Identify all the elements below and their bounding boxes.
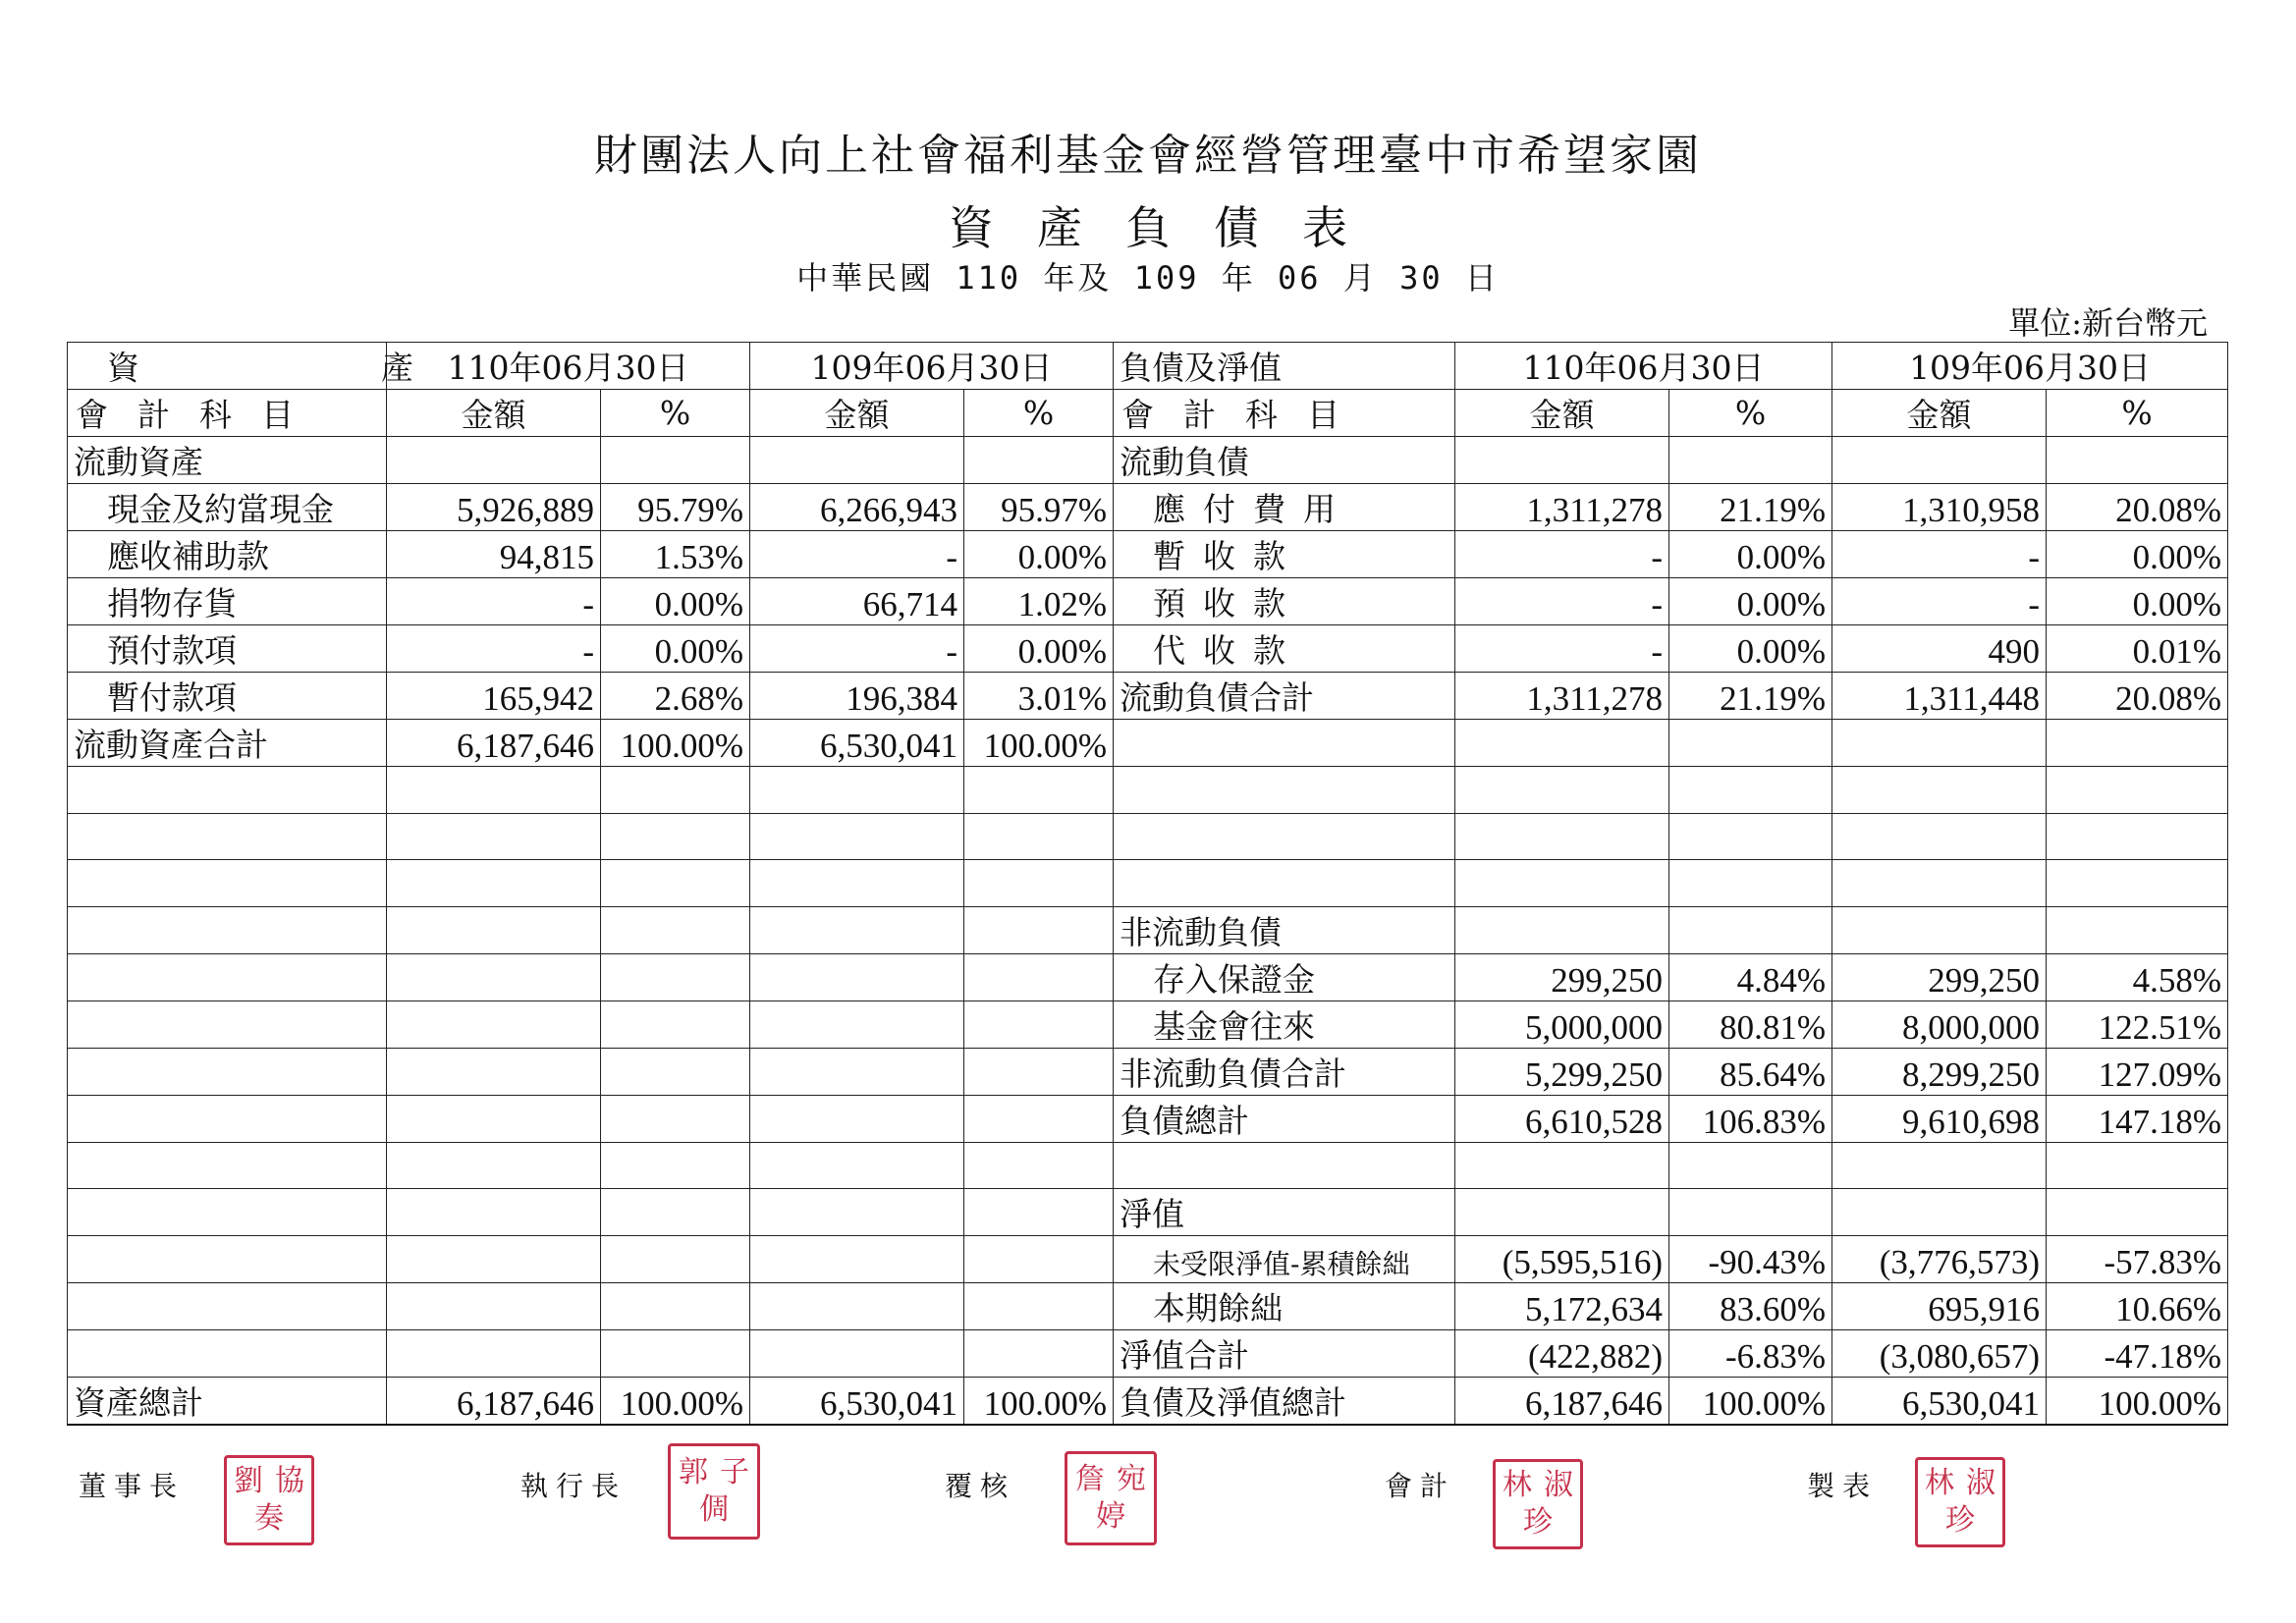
asset-account-cell: 現金及約當現金	[68, 484, 387, 531]
asset-prior-pct-cell	[964, 767, 1114, 814]
liab-prior-amount-cell: 9,610,698	[1832, 1095, 2047, 1142]
asset-prior-amount-cell: 66,714	[750, 578, 964, 625]
liab-current-amount-cell: 5,299,250	[1455, 1048, 1669, 1095]
asset-current-amount-cell: 165,942	[387, 673, 601, 720]
liab-account-cell: 基金會往來	[1114, 1001, 1455, 1048]
asset-current-amount-cell	[387, 1095, 601, 1142]
liab-current-pct-cell: 80.81%	[1669, 1001, 1832, 1048]
table-row	[68, 673, 2228, 720]
liabilities-header: 負債及淨值	[1114, 343, 1455, 390]
liab-current-amount-cell	[1455, 1142, 1669, 1189]
liab-current-amount-cell	[1455, 1189, 1669, 1236]
liab-current-amount-cell: (5,595,516)	[1455, 1236, 1669, 1283]
seal-character: 珍	[1523, 1505, 1553, 1540]
seal-character: 珍	[1945, 1503, 1975, 1538]
asset-account-cell	[68, 953, 387, 1001]
table-row	[68, 531, 2228, 578]
liab-prior-amount-cell	[1832, 813, 2047, 860]
liab-current-amount-cell	[1455, 720, 1669, 767]
seal-character: 林	[1925, 1466, 1954, 1500]
liab-current-pct-cell: 0.00%	[1669, 578, 1832, 625]
asset-prior-amount-cell	[750, 1189, 964, 1236]
liab-prior-pct-cell	[2047, 437, 2228, 484]
assets-account-header: 會計科目	[68, 390, 387, 437]
liab-prior-pct-cell: 100.00%	[2047, 1377, 2228, 1425]
liab-current-pct-cell	[1669, 720, 1832, 767]
asset-prior-pct-cell: 1.02%	[964, 578, 1114, 625]
table-row	[68, 1095, 2228, 1142]
liab-account-cell: 流動負債合計	[1114, 673, 1455, 720]
liab-current-amount-cell: 5,000,000	[1455, 1001, 1669, 1048]
liab-current-amount-cell	[1455, 906, 1669, 953]
liab-current-pct-cell	[1669, 1189, 1832, 1236]
asset-prior-pct-cell: 0.00%	[964, 625, 1114, 673]
liab-current-pct-cell: -6.83%	[1669, 1329, 1832, 1377]
asset-prior-amount-cell	[750, 1282, 964, 1329]
asset-prior-amount-cell	[750, 953, 964, 1001]
assets-prior-date-header: 109年06月30日	[750, 343, 1114, 390]
liab-prior-pct-cell: -47.18%	[2047, 1329, 2228, 1377]
asset-prior-pct-cell	[964, 1095, 1114, 1142]
asset-current-pct-cell	[601, 1048, 750, 1095]
asset-prior-amount-cell	[750, 767, 964, 814]
asset-current-amount-cell	[387, 860, 601, 907]
asset-prior-pct-cell	[964, 813, 1114, 860]
liab-prior-pct-cell: 10.66%	[2047, 1282, 2228, 1329]
liab-account-cell: 負債總計	[1114, 1095, 1455, 1142]
assets-prior-pct-header: %	[964, 390, 1114, 437]
liab-prior-amount-cell: 1,310,958	[1832, 484, 2047, 531]
table-row	[68, 1329, 2228, 1377]
asset-prior-pct-cell	[964, 953, 1114, 1001]
seal-character: 奏	[254, 1501, 284, 1536]
table-row	[68, 1001, 2228, 1048]
seal-character: 淑	[1544, 1468, 1573, 1502]
currency-unit: 單位:新台幣元	[2008, 304, 2208, 342]
asset-account-cell	[68, 1001, 387, 1048]
liab-account-cell: 未受限淨值-累積餘絀	[1114, 1236, 1455, 1283]
liab-prior-date-header: 109年06月30日	[1832, 343, 2228, 390]
asset-current-pct-cell	[601, 1095, 750, 1142]
asset-current-amount-cell: -	[387, 625, 601, 673]
asset-prior-pct-cell	[964, 1329, 1114, 1377]
liab-current-pct-cell: 4.84%	[1669, 953, 1832, 1001]
asset-current-amount-cell	[387, 767, 601, 814]
asset-current-pct-cell: 0.00%	[601, 578, 750, 625]
asset-current-amount-cell	[387, 1282, 601, 1329]
asset-current-amount-cell	[387, 813, 601, 860]
liab-prior-amount-cell: -	[1832, 578, 2047, 625]
liab-prior-amount-cell: (3,776,573)	[1832, 1236, 2047, 1283]
liab-current-pct-cell	[1669, 437, 1832, 484]
liab-current-amount-cell: 6,187,646	[1455, 1377, 1669, 1425]
liab-current-pct-cell: 0.00%	[1669, 625, 1832, 673]
asset-current-amount-cell: 6,187,646	[387, 1377, 601, 1425]
liab-current-pct-cell: -90.43%	[1669, 1236, 1832, 1283]
liab-account-cell	[1114, 767, 1455, 814]
table-row	[68, 860, 2228, 907]
seal-character: 倜	[699, 1492, 729, 1527]
table-row	[68, 1142, 2228, 1189]
asset-account-cell	[68, 767, 387, 814]
table-row	[68, 1236, 2228, 1283]
liab-account-cell: 淨值合計	[1114, 1329, 1455, 1377]
asset-prior-pct-cell	[964, 860, 1114, 907]
liab-prior-pct-cell	[2047, 860, 2228, 907]
asset-current-pct-cell	[601, 813, 750, 860]
liab-prior-pct-cell: 0.01%	[2047, 625, 2228, 673]
asset-account-cell	[68, 1048, 387, 1095]
asset-current-pct-cell	[601, 767, 750, 814]
table-row	[68, 578, 2228, 625]
asset-account-cell	[68, 906, 387, 953]
asset-account-cell: 流動資產	[68, 437, 387, 484]
asset-current-amount-cell: 5,926,889	[387, 484, 601, 531]
accountant-seal	[1493, 1459, 1583, 1549]
asset-current-pct-cell	[601, 1282, 750, 1329]
seal-character: 子	[720, 1455, 749, 1489]
table-row	[68, 1377, 2228, 1425]
asset-prior-amount-cell: -	[750, 531, 964, 578]
liab-current-amount-cell: 299,250	[1455, 953, 1669, 1001]
liab-current-amount-cell: (422,882)	[1455, 1329, 1669, 1377]
asset-account-cell	[68, 860, 387, 907]
asset-current-pct-cell	[601, 1189, 750, 1236]
asset-account-cell	[68, 813, 387, 860]
table-row	[68, 953, 2228, 1001]
seal-character: 婷	[1096, 1499, 1125, 1534]
asset-prior-amount-cell: 6,266,943	[750, 484, 964, 531]
asset-account-cell: 流動資產合計	[68, 720, 387, 767]
liab-prior-pct-cell: 20.08%	[2047, 673, 2228, 720]
asset-current-pct-cell	[601, 953, 750, 1001]
liab-account-cell: 預收款	[1114, 578, 1455, 625]
asset-prior-amount-cell: -	[750, 625, 964, 673]
liab-current-amount-cell	[1455, 437, 1669, 484]
liab-current-amount-cell: -	[1455, 578, 1669, 625]
liab-prior-amount-cell: -	[1832, 531, 2047, 578]
liab-prior-amount-cell	[1832, 1189, 2047, 1236]
liab-prior-pct-header: %	[2047, 390, 2228, 437]
liab-current-date-header: 110年06月30日	[1455, 343, 1832, 390]
liab-current-pct-cell: 0.00%	[1669, 531, 1832, 578]
asset-prior-pct-cell	[964, 1189, 1114, 1236]
liab-prior-amount-cell: 695,916	[1832, 1282, 2047, 1329]
liab-prior-pct-cell	[2047, 906, 2228, 953]
liab-account-cell	[1114, 813, 1455, 860]
liab-account-cell: 負債及淨值總計	[1114, 1377, 1455, 1425]
liab-current-amount-cell: 1,311,278	[1455, 673, 1669, 720]
asset-current-amount-cell: -	[387, 578, 601, 625]
asset-prior-amount-cell	[750, 1236, 964, 1283]
asset-account-cell	[68, 1236, 387, 1283]
liab-prior-amount-cell	[1832, 860, 2047, 907]
liab-account-cell: 非流動負債合計	[1114, 1048, 1455, 1095]
liab-current-amount-cell	[1455, 860, 1669, 907]
seal-character: 劉	[234, 1464, 263, 1498]
asset-current-amount-cell	[387, 953, 601, 1001]
liab-prior-amount-cell: 8,000,000	[1832, 1001, 2047, 1048]
asset-prior-amount-cell	[750, 906, 964, 953]
liab-prior-amount-cell: 1,311,448	[1832, 673, 2047, 720]
liab-prior-pct-cell: 122.51%	[2047, 1001, 2228, 1048]
asset-current-amount-cell	[387, 1001, 601, 1048]
liab-current-pct-cell: 85.64%	[1669, 1048, 1832, 1095]
preparer-seal	[1915, 1457, 2005, 1547]
asset-current-amount-cell	[387, 1048, 601, 1095]
liab-prior-pct-cell: -57.83%	[2047, 1236, 2228, 1283]
liab-current-pct-cell	[1669, 767, 1832, 814]
chairman-label: 董事長	[79, 1470, 186, 1502]
liab-prior-amount-cell: 490	[1832, 625, 2047, 673]
table-row	[68, 1189, 2228, 1236]
reviewer-label: 覆核	[945, 1470, 1016, 1502]
asset-account-cell: 捐物存貨	[68, 578, 387, 625]
liab-account-cell: 流動負債	[1114, 437, 1455, 484]
liab-account-header: 會計科目	[1114, 390, 1455, 437]
liab-account-cell	[1114, 860, 1455, 907]
assets-current-pct-header: %	[601, 390, 750, 437]
asset-account-cell	[68, 1142, 387, 1189]
liab-prior-amount-cell: 299,250	[1832, 953, 2047, 1001]
asset-prior-amount-cell: 196,384	[750, 673, 964, 720]
liab-current-amount-cell: -	[1455, 531, 1669, 578]
asset-current-amount-cell	[387, 1189, 601, 1236]
asset-prior-amount-cell	[750, 813, 964, 860]
preparer-label: 製表	[1807, 1470, 1879, 1502]
liab-prior-pct-cell	[2047, 720, 2228, 767]
asset-prior-pct-cell: 3.01%	[964, 673, 1114, 720]
liab-prior-amount-cell	[1832, 437, 2047, 484]
table-row	[68, 906, 2228, 953]
table-row	[68, 484, 2228, 531]
liab-current-amount-header: 金額	[1455, 390, 1669, 437]
liab-account-cell: 代收款	[1114, 625, 1455, 673]
liab-account-cell	[1114, 720, 1455, 767]
asset-prior-amount-cell: 6,530,041	[750, 720, 964, 767]
liab-prior-amount-cell	[1832, 720, 2047, 767]
assets-header: 資 產	[68, 343, 387, 390]
table-row	[68, 813, 2228, 860]
asset-prior-amount-cell: 6,530,041	[750, 1377, 964, 1425]
asset-prior-pct-cell	[964, 1282, 1114, 1329]
liab-prior-amount-header: 金額	[1832, 390, 2047, 437]
asset-prior-pct-cell	[964, 1048, 1114, 1095]
liab-current-pct-cell	[1669, 906, 1832, 953]
seal-character: 林	[1503, 1468, 1532, 1502]
asset-prior-pct-cell	[964, 1001, 1114, 1048]
liab-prior-pct-cell	[2047, 813, 2228, 860]
table-row	[68, 1048, 2228, 1095]
asset-current-amount-cell	[387, 1329, 601, 1377]
liab-prior-pct-cell: 4.58%	[2047, 953, 2228, 1001]
asset-prior-amount-cell	[750, 1142, 964, 1189]
asset-current-amount-cell	[387, 1142, 601, 1189]
header-row-dates	[68, 343, 2228, 390]
seal-character: 宛	[1117, 1462, 1146, 1496]
liab-current-pct-cell	[1669, 813, 1832, 860]
liab-current-pct-cell: 21.19%	[1669, 673, 1832, 720]
asset-account-cell	[68, 1329, 387, 1377]
liab-prior-pct-cell: 0.00%	[2047, 578, 2228, 625]
asset-current-pct-cell	[601, 437, 750, 484]
reviewer-seal	[1065, 1451, 1157, 1545]
seal-character: 詹	[1075, 1462, 1105, 1496]
asset-current-pct-cell	[601, 860, 750, 907]
asset-prior-pct-cell	[964, 1142, 1114, 1189]
liab-prior-amount-cell: 6,530,041	[1832, 1377, 2047, 1425]
asset-current-pct-cell	[601, 1236, 750, 1283]
liab-account-cell: 應付費用	[1114, 484, 1455, 531]
balance-sheet-table	[67, 342, 2228, 1426]
liab-current-pct-header: %	[1669, 390, 1832, 437]
liab-account-cell	[1114, 1142, 1455, 1189]
seal-character: 淑	[1966, 1466, 1995, 1500]
asset-current-amount-cell: 94,815	[387, 531, 601, 578]
asset-current-pct-cell: 0.00%	[601, 625, 750, 673]
asset-prior-amount-cell	[750, 1048, 964, 1095]
asset-prior-amount-cell	[750, 1095, 964, 1142]
liab-current-pct-cell	[1669, 860, 1832, 907]
asset-account-cell	[68, 1189, 387, 1236]
liab-current-pct-cell: 83.60%	[1669, 1282, 1832, 1329]
liab-account-cell: 本期餘絀	[1114, 1282, 1455, 1329]
asset-account-cell	[68, 1282, 387, 1329]
assets-current-date-header: 110年06月30日	[387, 343, 750, 390]
asset-prior-amount-cell	[750, 1001, 964, 1048]
asset-current-amount-cell	[387, 1236, 601, 1283]
liab-prior-pct-cell	[2047, 1142, 2228, 1189]
table-row	[68, 1282, 2228, 1329]
table-row	[68, 720, 2228, 767]
asset-current-pct-cell: 100.00%	[601, 1377, 750, 1425]
asset-account-cell: 資產總計	[68, 1377, 387, 1425]
asset-current-pct-cell: 1.53%	[601, 531, 750, 578]
organization-name: 財團法人向上社會福利基金會經營管理臺中市希望家園	[594, 131, 1702, 181]
asset-prior-amount-cell	[750, 860, 964, 907]
asset-prior-pct-cell: 95.97%	[964, 484, 1114, 531]
liab-current-pct-cell: 106.83%	[1669, 1095, 1832, 1142]
liab-account-cell: 淨值	[1114, 1189, 1455, 1236]
liab-prior-amount-cell	[1832, 1142, 2047, 1189]
liab-current-pct-cell	[1669, 1142, 1832, 1189]
liab-prior-amount-cell	[1832, 767, 2047, 814]
asset-account-cell: 預付款項	[68, 625, 387, 673]
liab-current-amount-cell: 1,311,278	[1455, 484, 1669, 531]
asset-current-pct-cell	[601, 1142, 750, 1189]
liab-prior-pct-cell: 127.09%	[2047, 1048, 2228, 1095]
asset-current-pct-cell: 95.79%	[601, 484, 750, 531]
asset-prior-amount-cell	[750, 437, 964, 484]
seal-character: 郭	[679, 1455, 708, 1489]
asset-account-cell: 暫付款項	[68, 673, 387, 720]
assets-current-amount-header: 金額	[387, 390, 601, 437]
accountant-label: 會計	[1385, 1470, 1456, 1502]
asset-current-pct-cell	[601, 1329, 750, 1377]
assets-prior-amount-header: 金額	[750, 390, 964, 437]
asset-current-amount-cell	[387, 906, 601, 953]
liab-current-amount-cell: 6,610,528	[1455, 1095, 1669, 1142]
asset-account-cell: 應收補助款	[68, 531, 387, 578]
seal-character: 協	[275, 1464, 304, 1498]
liab-account-cell: 非流動負債	[1114, 906, 1455, 953]
liab-current-pct-cell: 21.19%	[1669, 484, 1832, 531]
liab-prior-amount-cell: 8,299,250	[1832, 1048, 2047, 1095]
asset-current-pct-cell	[601, 906, 750, 953]
liab-current-amount-cell	[1455, 767, 1669, 814]
asset-account-cell	[68, 1095, 387, 1142]
liab-prior-pct-cell	[2047, 767, 2228, 814]
asset-prior-pct-cell: 100.00%	[964, 720, 1114, 767]
liab-prior-pct-cell	[2047, 1189, 2228, 1236]
liab-account-cell: 存入保證金	[1114, 953, 1455, 1001]
asset-prior-amount-cell	[750, 1329, 964, 1377]
asset-current-amount-cell	[387, 437, 601, 484]
chairman-seal	[224, 1455, 314, 1545]
liab-account-cell: 暫收款	[1114, 531, 1455, 578]
asset-prior-pct-cell: 100.00%	[964, 1377, 1114, 1425]
liab-prior-amount-cell	[1832, 906, 2047, 953]
asset-prior-pct-cell	[964, 437, 1114, 484]
header-row-columns	[68, 390, 2228, 437]
liab-current-pct-cell: 100.00%	[1669, 1377, 1832, 1425]
liab-prior-amount-cell: (3,080,657)	[1832, 1329, 2047, 1377]
ceo-label: 執行長	[520, 1470, 628, 1502]
asset-prior-pct-cell	[964, 906, 1114, 953]
liab-current-amount-cell: -	[1455, 625, 1669, 673]
liab-current-amount-cell: 5,172,634	[1455, 1282, 1669, 1329]
table-row	[68, 767, 2228, 814]
table-body	[68, 343, 2228, 1425]
asset-current-pct-cell: 100.00%	[601, 720, 750, 767]
asset-prior-pct-cell	[964, 1236, 1114, 1283]
liab-prior-pct-cell: 0.00%	[2047, 531, 2228, 578]
liab-prior-pct-cell: 147.18%	[2047, 1095, 2228, 1142]
liab-current-amount-cell	[1455, 813, 1669, 860]
table-row	[68, 625, 2228, 673]
asset-current-pct-cell: 2.68%	[601, 673, 750, 720]
table-row	[68, 437, 2228, 484]
liab-prior-pct-cell: 20.08%	[2047, 484, 2228, 531]
asset-prior-pct-cell: 0.00%	[964, 531, 1114, 578]
asset-current-pct-cell	[601, 1001, 750, 1048]
report-period: 中華民國 110 年及 109 年 06 月 30 日	[796, 259, 1500, 297]
document-title: 資產負債表	[949, 201, 1391, 254]
ceo-seal	[668, 1443, 760, 1540]
asset-current-amount-cell: 6,187,646	[387, 720, 601, 767]
